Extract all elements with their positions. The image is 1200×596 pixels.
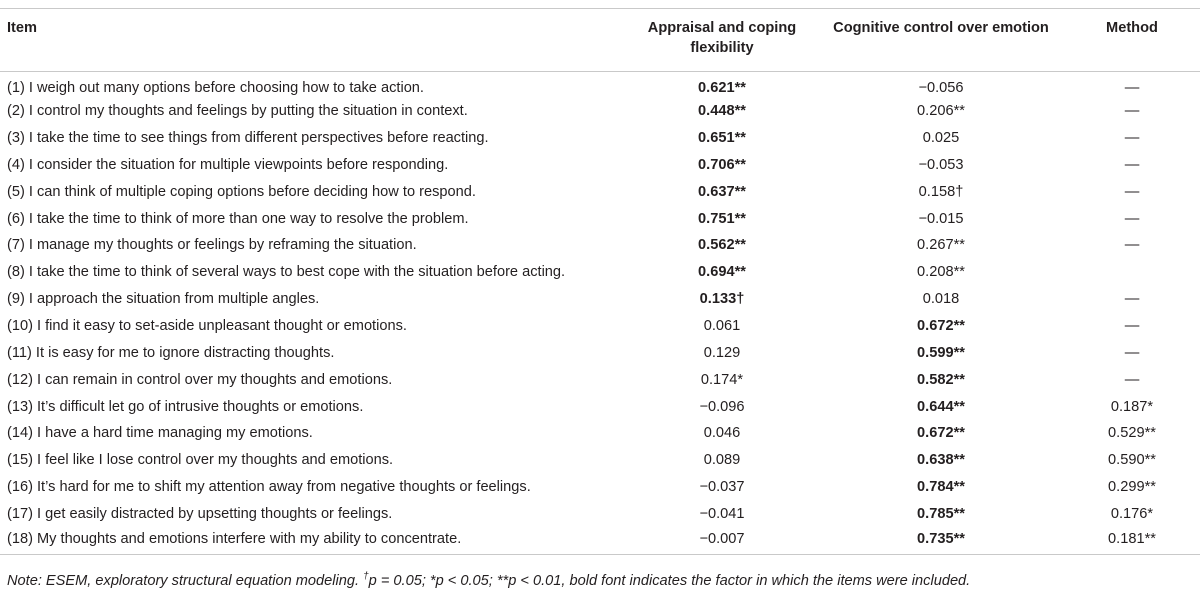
header-cognitive-control: Cognitive control over emotion [818, 9, 1064, 72]
method-value: — [1124, 237, 1140, 254]
table-row [0, 98, 1200, 125]
factor-loadings-table [0, 8, 1200, 555]
item-text: (4) I consider the situation for multiple viewpoints before responding. [7, 156, 449, 173]
cognitive-control-value: 0.158† [918, 183, 964, 200]
table-row [0, 447, 1200, 474]
cognitive-control-value: 0.644** [917, 398, 965, 415]
table-row [0, 206, 1200, 233]
note-rest: p = 0.05; *p < 0.05; **p < 0.01, bold font indicates the factor in which the items were included. [368, 572, 971, 589]
item-text: (8) I take the time to think of several ways to best cope with the situation before acting. [7, 264, 566, 281]
item-text: (12) I can remain in control over my thoughts and emotions. [7, 371, 393, 388]
method-value: — [1124, 371, 1140, 388]
appraisal-coping-value: 0.061 [703, 318, 741, 335]
method-value: — [1124, 156, 1140, 173]
header-item: Item [0, 9, 626, 72]
table-row [0, 152, 1200, 179]
table-row [0, 313, 1200, 340]
appraisal-coping-value: 0.046 [703, 425, 741, 442]
cognitive-control-value: 0.582** [917, 371, 965, 388]
method-value: — [1124, 210, 1140, 227]
table-row [0, 420, 1200, 447]
item-text: (14) I have a hard time managing my emotions. [7, 425, 313, 442]
cognitive-control-value: 0.025 [922, 130, 960, 147]
cognitive-control-value: 0.018 [922, 291, 960, 308]
table-row [0, 367, 1200, 394]
table-row [0, 528, 1200, 555]
cognitive-control-value: 0.784** [917, 479, 965, 496]
header-method: Method [1064, 9, 1200, 72]
appraisal-coping-value: 0.621** [698, 79, 746, 96]
cognitive-control-value: 0.208** [917, 264, 965, 281]
item-text: (3) I take the time to see things from different perspectives before reacting. [7, 130, 489, 147]
item-text: (18) My thoughts and emotions interfere with my ability to concentrate. [0, 528, 626, 555]
method-value: 0.299** [1108, 479, 1156, 496]
cognitive-control-value: 0.206** [917, 103, 965, 120]
cognitive-control-value: −0.015 [918, 210, 964, 227]
table-row [0, 259, 1200, 286]
appraisal-coping-value: 0.694** [698, 264, 746, 281]
table-body [0, 72, 1200, 555]
appraisal-coping-value: 0.174* [700, 371, 744, 388]
note-dagger: † [363, 571, 369, 582]
table-row [0, 340, 1200, 367]
header-row [0, 9, 1200, 72]
method-value: 0.181** [1064, 528, 1200, 555]
appraisal-coping-value: 0.129 [703, 344, 741, 361]
method-value: — [1124, 79, 1140, 96]
appraisal-coping-value: −0.007 [626, 528, 818, 555]
method-value: — [1124, 183, 1140, 200]
appraisal-coping-value: 0.751** [698, 210, 746, 227]
cognitive-control-value: 0.735** [818, 528, 1064, 555]
table-row [0, 286, 1200, 313]
appraisal-coping-value: 0.089 [703, 452, 741, 469]
table-note [7, 571, 970, 589]
cognitive-control-value: 0.267** [917, 237, 965, 254]
method-value: — [1124, 291, 1140, 308]
item-text: (16) It’s hard for me to shift my attention away from negative thoughts or feelings. [7, 479, 531, 496]
appraisal-coping-value: 0.706** [698, 156, 746, 173]
appraisal-coping-value: −0.041 [699, 505, 745, 522]
appraisal-coping-value: −0.096 [699, 398, 745, 415]
table-row [0, 72, 1200, 99]
note-lead: Note: ESEM, exploratory structural equation modeling. [7, 572, 364, 589]
table-row [0, 501, 1200, 528]
cognitive-control-value: 0.672** [917, 318, 965, 335]
method-value: — [1124, 318, 1140, 335]
method-value: — [1124, 344, 1140, 361]
item-text: (17) I get easily distracted by upsetting thoughts or feelings. [7, 505, 393, 522]
cognitive-control-value: 0.672** [917, 425, 965, 442]
item-text: (10) I find it easy to set-aside unpleasant thought or emotions. [7, 318, 407, 335]
appraisal-coping-value: 0.133† [699, 291, 745, 308]
appraisal-coping-value: −0.037 [699, 479, 745, 496]
item-text: (15) I feel like I lose control over my thoughts and emotions. [7, 452, 394, 469]
method-value [1064, 259, 1200, 286]
cognitive-control-value: 0.638** [917, 452, 965, 469]
appraisal-coping-value: 0.562** [698, 237, 746, 254]
method-value: — [1124, 103, 1140, 120]
method-value: 0.590** [1108, 452, 1156, 469]
table-row [0, 394, 1200, 421]
item-text: (9) I approach the situation from multiple angles. [7, 291, 320, 308]
appraisal-coping-value: 0.651** [698, 130, 746, 147]
cognitive-control-value: −0.056 [918, 79, 964, 96]
cognitive-control-value: −0.053 [918, 156, 964, 173]
item-text: (6) I take the time to think of more than one way to resolve the problem. [7, 210, 469, 227]
item-text: (5) I can think of multiple coping options before deciding how to respond. [7, 183, 476, 200]
method-value: 0.187* [1110, 398, 1154, 415]
method-value: — [1124, 130, 1140, 147]
item-text: (13) It’s difficult let go of intrusive thoughts or emotions. [7, 398, 364, 415]
item-text: (11) It is easy for me to ignore distracting thoughts. [7, 344, 335, 361]
appraisal-coping-value: 0.637** [698, 183, 746, 200]
item-text: (7) I manage my thoughts or feelings by reframing the situation. [7, 237, 417, 254]
table-row [0, 233, 1200, 260]
cognitive-control-value: 0.785** [917, 505, 965, 522]
item-text: (2) I control my thoughts and feelings by putting the situation in context. [7, 103, 468, 120]
item-text: (1) I weigh out many options before choosing how to take action. [7, 79, 424, 96]
method-value: 0.529** [1108, 425, 1156, 442]
table-row [0, 179, 1200, 206]
method-value: 0.176* [1110, 505, 1154, 522]
table-row [0, 125, 1200, 152]
table-row [0, 474, 1200, 501]
cognitive-control-value: 0.599** [917, 344, 965, 361]
header-appraisal-coping: Appraisal and coping flexibility [626, 9, 818, 72]
appraisal-coping-value: 0.448** [698, 103, 746, 120]
